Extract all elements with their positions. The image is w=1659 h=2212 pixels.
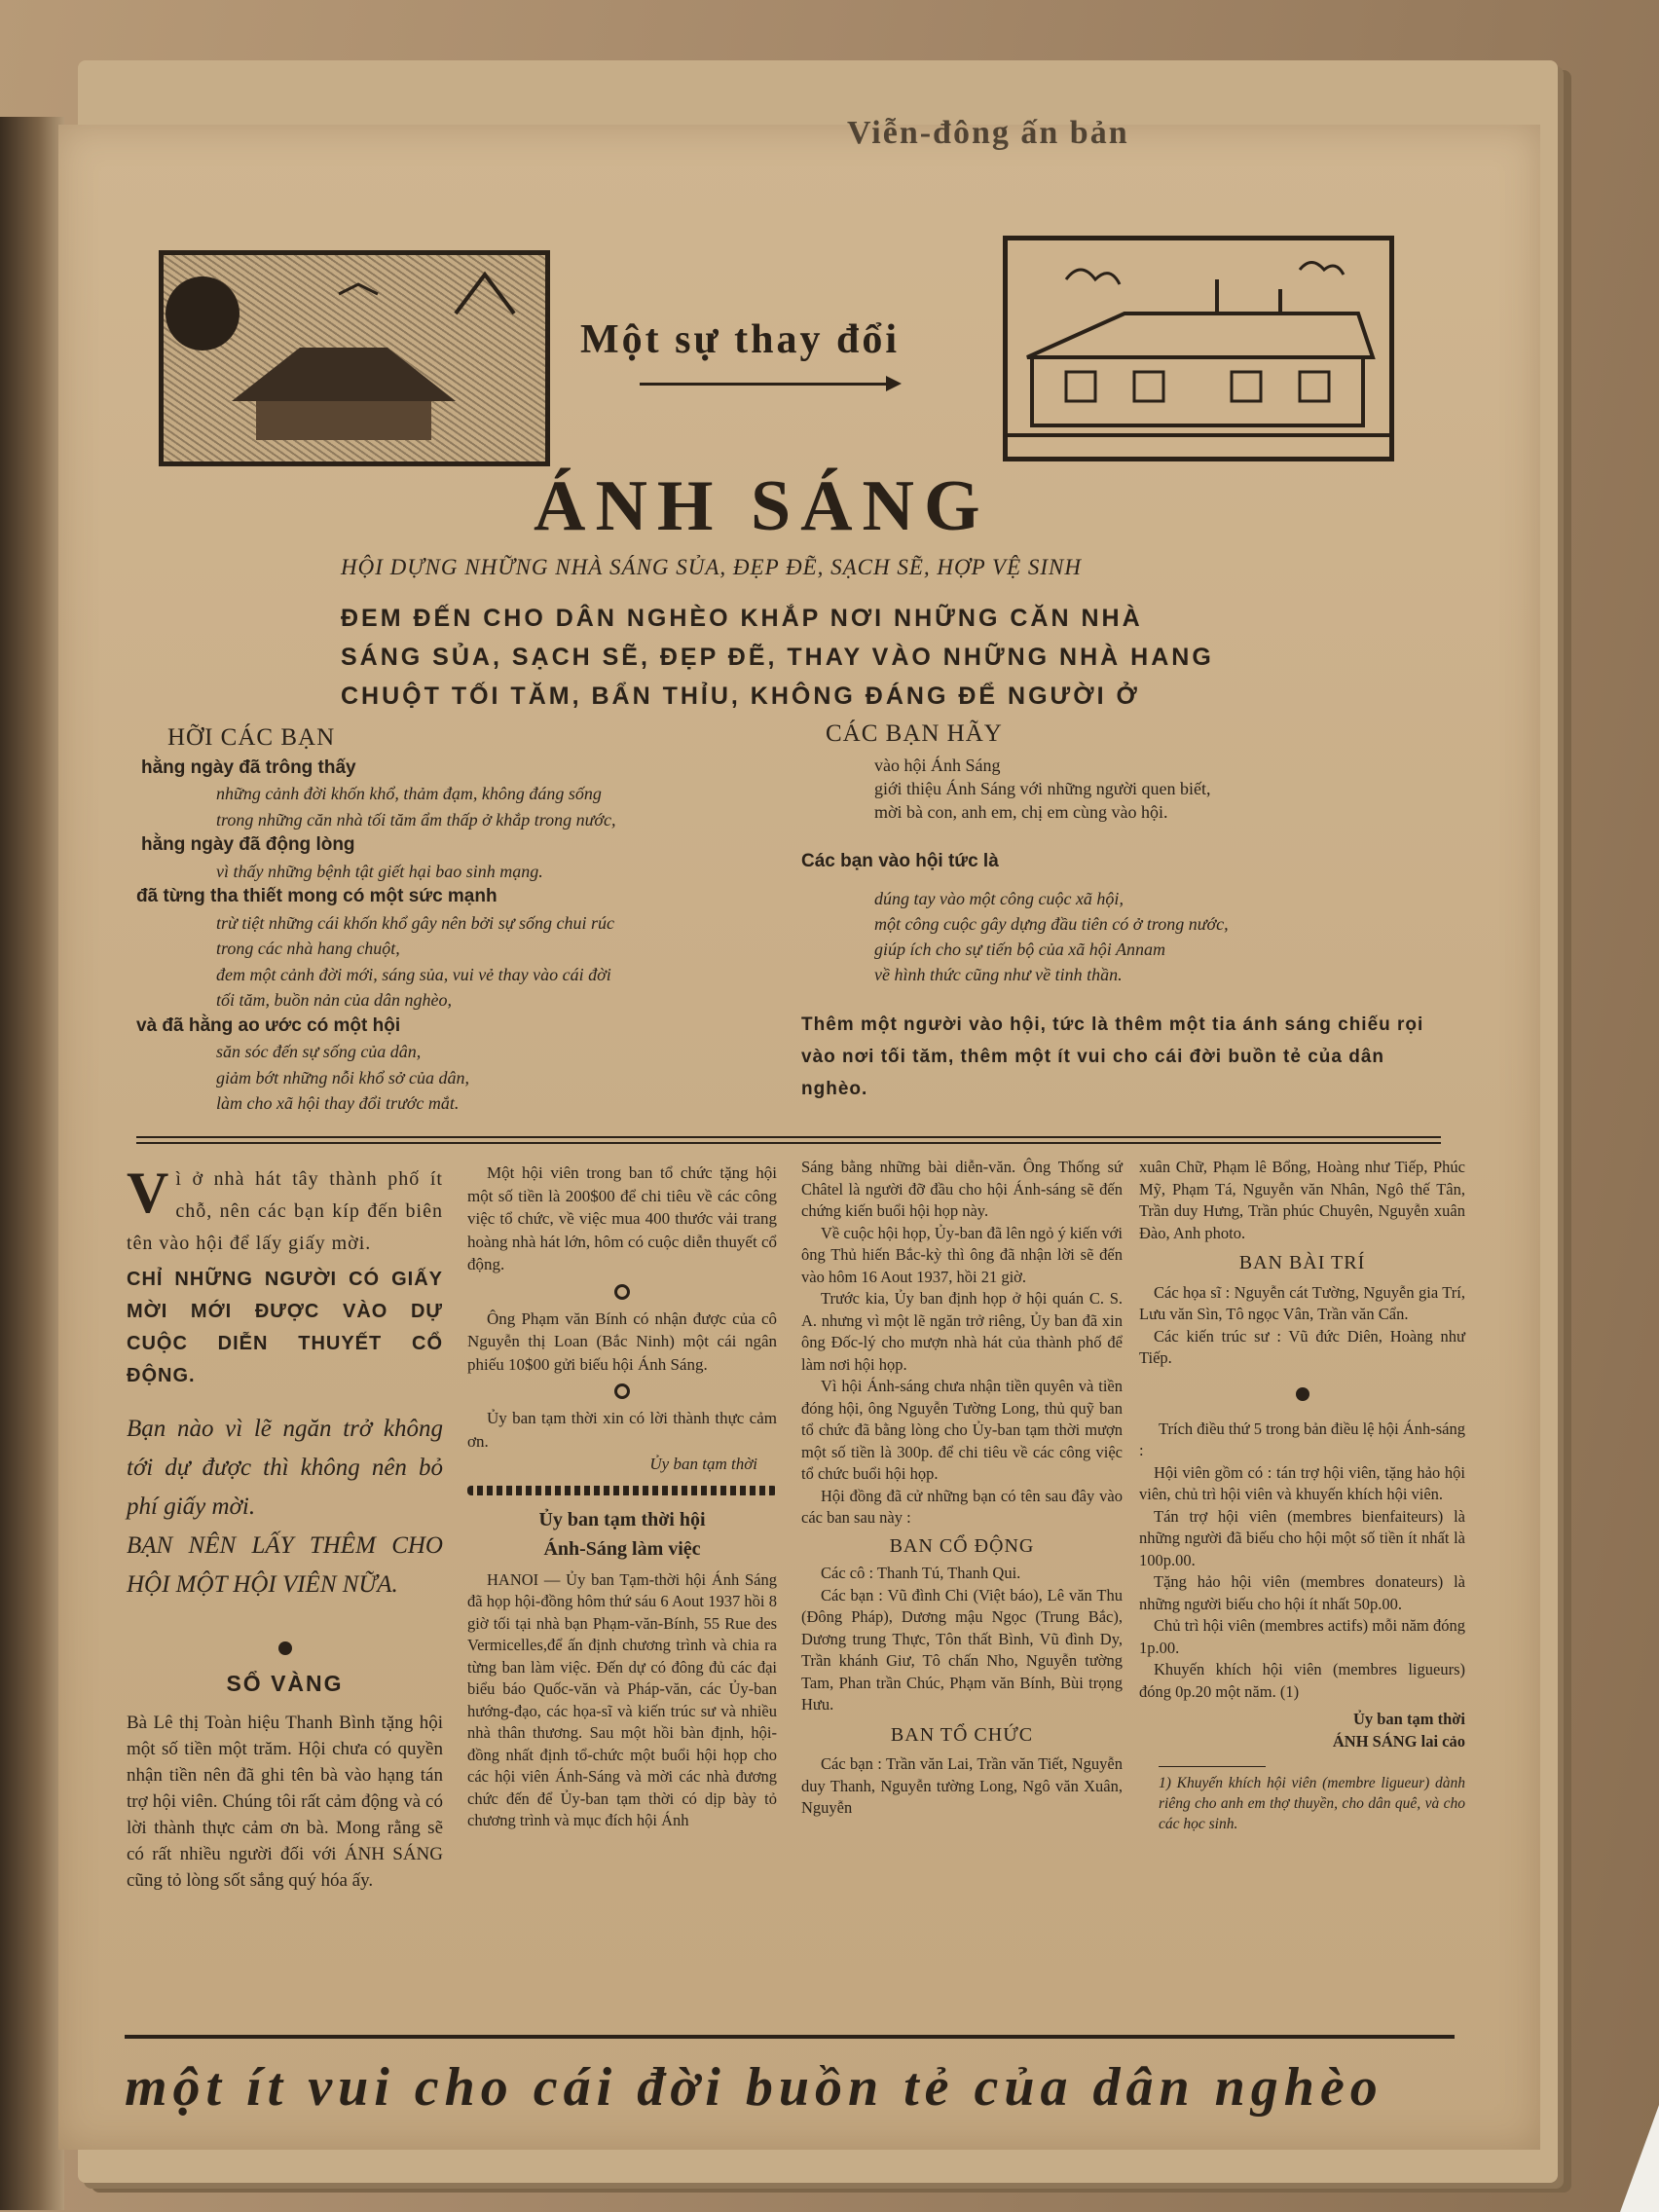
col4-paragraph: Các kiến trúc sư : Vũ đức Diên, Hoàng như Tiếp. xyxy=(1139,1326,1465,1367)
section-divider xyxy=(136,1142,1441,1144)
col2-body: HANOI — Ủy ban Tạm-thời hội Ánh Sáng đã họp hội-đồng hôm thứ sáu 6 Aout 1937 hồi 8 giờ tối tại nhà bạn Phạm-văn-Bính, 55 Rue des Vermicelles,để ấn định chương trình và chia ra từng ban làm việc. Đến dự có đông đủ các đại biểu báo Quốc-văn và Pháp-văn, các Ủy-ban hướng-đạo, các họa-sĩ và kiến trúc sư và nhiều nhà thân thương. Sau một hồi bàn định, hội-đồng nhất định tổ-chức một buổi hội họp cho các hội viên Ánh-Sáng và mời các nhà đương chức đến để Ủy-ban tạm thời có dịp bày tỏ chương trình và mục đích hội Ánh xyxy=(467,1569,777,1829)
old-hut-drawing xyxy=(164,255,545,461)
lede-block xyxy=(341,599,1214,716)
ring-separator xyxy=(614,1284,630,1300)
footer-rule xyxy=(125,2035,1455,2039)
appeal-sub-item: về hình thức cũng như về tinh thần. xyxy=(874,965,1123,984)
col3-paragraph: Các cô : Thanh Tú, Thanh Qui. xyxy=(821,1564,1021,1582)
col4-signature: ÁNH SÁNG lai cảo xyxy=(1332,1731,1465,1751)
col1-section-body: Bà Lê thị Toàn hiệu Thanh Bình tặng hội một số tiền một trăm. Hội chưa có quyền nhận tiền nên đã ghi tên bà vào hạng tán trợ hội viên. Chúng tôi rất cảm động và có lời thành thực cảm ơn bà. Mong rằng sẽ có rất nhiều người đối với ÁNH SÁNG cũng tỏ lòng sốt sắng quý hóa ấy. xyxy=(127,1712,443,1891)
col3-paragraph: Về cuộc hội họp, Ủy-ban đã lên ngỏ ý kiến với ông Thủ hiến Bắc-kỳ thì ông đã nhận lời sẽ đến vào hôm 16 Aout 1937, hồi 21 giờ. xyxy=(801,1223,1123,1286)
appeal-line: trong các nhà hang chuột, xyxy=(216,939,400,958)
ring-separator xyxy=(614,1383,630,1399)
kicker-heading: Một sự thay đổi xyxy=(580,317,901,362)
col4-signature: Ủy ban tạm thời xyxy=(1352,1710,1465,1728)
appeal-item: mời bà con, anh em, chị em cùng vào hội. xyxy=(874,802,1168,822)
left-appeal-heading: HỠI CÁC BẠN xyxy=(167,724,336,751)
appeal-item: giới thiệu Ánh Sáng với những người quen biết, xyxy=(874,779,1211,798)
col1-section-title: SỔ VÀNG xyxy=(226,1671,344,1696)
appeal-line: đã từng tha thiết mong có một sức mạnh xyxy=(136,886,498,906)
footnote-rule xyxy=(1159,1766,1266,1767)
col2-signature: Ủy ban tạm thời xyxy=(649,1455,757,1473)
appeal-line: làm cho xã hội thay đổi trước mắt. xyxy=(216,1093,460,1113)
masthead-title: ÁNH SÁNG xyxy=(534,466,990,546)
appeal-line: tối tăm, buồn nản của dân nghèo, xyxy=(216,990,452,1010)
appeal-sub-item: một công cuộc gây dựng đầu tiên có ở trong nước, xyxy=(874,914,1229,934)
col4-paragraph: Trích điều thứ 5 trong bản điều lệ hội Ánh-sáng : xyxy=(1139,1419,1465,1459)
col3-paragraph: Sáng bằng những bài diễn-văn. Ông Thống sứ Châtel là người đỡ đầu cho hội Ánh-sáng sẽ đến chứng kiến buổi hội họp này. xyxy=(801,1158,1123,1220)
appeal-item: vào hội Ánh Sáng xyxy=(874,756,1001,775)
col2-paragraph: Ủy ban tạm thời xin có lời thành thực cảm ơn. xyxy=(467,1409,777,1451)
appeal-line: hằng ngày đã động lòng xyxy=(141,834,355,855)
col4-paragraph: xuân Chữ, Phạm lê Bổng, Hoàng như Tiếp, Phúc Mỹ, Phạm Tá, Nguyễn văn Nhân, Ngô thế Tân, Trần duy Hưng, Trần phúc Chuyên, Nguyễn xuân Đào, Anh photo. xyxy=(1139,1158,1465,1242)
bullet-dot xyxy=(278,1641,292,1655)
appeal-line: đem một cảnh đời mới, sáng sủa, vui vẻ thay vào cái đời xyxy=(216,964,611,984)
new-house-drawing xyxy=(1008,240,1389,457)
arrow-right-icon xyxy=(640,383,896,386)
appeal-line: và đã hằng ao ước có một hội xyxy=(136,1014,401,1036)
left-appeal xyxy=(136,725,759,1117)
col2-paragraph: Một hội viên trong ban tổ chức tặng hội một số tiền là 200$00 để chi tiêu về các công việc tổ chức, về việc mua 400 thước vải trang hoàng nhà hát lớn, hôm có cuộc diễn thuyết cổ động. xyxy=(467,1163,777,1273)
appeal-line: những cảnh đời khốn khổ, thảm đạm, không đáng sống xyxy=(216,784,602,803)
right-appeal xyxy=(801,720,1444,1105)
col4-paragraph: Các họa sĩ : Nguyễn cát Tường, Nguyễn gia Trí, Lưu văn Sìn, Tô ngọc Vân, Trần văn Cẩn. xyxy=(1139,1282,1465,1323)
col3-paragraph: Các bạn : Vũ đình Chi (Việt báo), Lê văn Thu (Đông Pháp), Dương mậu Ngọc (Trung Bắc), Dương trung Thực, Tôn thất Bình, Vũ đình Dy, Trần khánh Giư, Tô chấn Nho, Nguyễn tường Tam, Phan trần Chúc, Phạm văn Bính, Bùi trọng Hưu. xyxy=(801,1585,1123,1714)
wavy-divider xyxy=(467,1486,777,1495)
col3-paragraph: Hội đồng đã cử những bạn có tên sau đây vào các ban sau này : xyxy=(801,1486,1123,1527)
col3-paragraph: Trước kia, Ủy ban định họp ở hội quán C. S. A. nhưng vì một lẽ ngăn trở riêng, Ủy ban đã xin ông Đốc-lý cho mượn nhà hát của thành phố để làm nơi hội họp. xyxy=(801,1289,1123,1374)
col4-paragraph: Hội viên gồm có : tán trợ hội viên, tặng hảo hội viên, chủ trì hội viên và khuyến khích hội viên. xyxy=(1139,1462,1465,1503)
col1-italic-caps: BẠN NÊN LẤY THÊM CHO HỘI MỘT HỘI VIÊN NỮA. xyxy=(127,1532,443,1598)
binder-spine xyxy=(0,117,64,2210)
col4-footnote: 1) Khuyến khích hội viên (membre ligueur) dành riêng cho anh em thợ thuyền, cho dân quê, và cho các học sinh. xyxy=(1159,1775,1465,1832)
col2-headline: Ánh-Sáng làm việc xyxy=(543,1537,701,1560)
col2-headline: Ủy ban tạm thời hội xyxy=(538,1508,706,1530)
col1-italic-notice: Bạn nào vì lẽ ngăn trở không tới dự được thì không nên bỏ phí giấy mời. xyxy=(127,1416,443,1520)
col4-paragraph: Tặng hảo hội viên (membres donateurs) là những người biếu cho hội ít nhất 50p.00. xyxy=(1139,1572,1465,1613)
col4-paragraph: Chủ trì hội viên (membres actifs) mỗi năm đóng 1p.00. xyxy=(1139,1616,1465,1657)
top-stamp: Viễn-đông ấn bản xyxy=(847,115,1129,151)
col4-subheading: BAN BÀI TRÍ xyxy=(1238,1252,1366,1273)
masthead-subtitle: HỘI DỰNG NHỮNG NHÀ SÁNG SỦA, ĐẸP ĐẼ, SẠCH SẼ, HỢP VỆ SINH xyxy=(341,555,1082,579)
column-1 xyxy=(127,1163,443,1894)
col4-paragraph: Khuyến khích hội viên (membres ligueurs) đóng 0p.20 một năm. (1) xyxy=(1139,1660,1465,1701)
lede-line: SÁNG SỦA, SẠCH SẼ, ĐẸP ĐẼ, THAY VÀO NHỮNG NHÀ HANG xyxy=(341,644,1214,671)
col4-paragraph: Tán trợ hội viên (membres bienfaiteurs) là những người đã biếu cho hội một số tiền ít nhất là 100p.00. xyxy=(1139,1506,1465,1569)
col3-subheading: BAN CỔ ĐỘNG xyxy=(889,1534,1035,1557)
right-appeal-heading: CÁC BẠN HÃY xyxy=(826,720,1003,747)
column-2 xyxy=(467,1161,777,1832)
right-appeal-subheading: Các bạn vào hội tức là xyxy=(801,851,999,871)
col1-caps-notice: CHỈ NHỮNG NGƯỜI CÓ GIẤY MỜI MỚI ĐƯỢC VÀO DỰ CUỘC DIỄN THUYẾT CỔ ĐỘNG. xyxy=(127,1269,443,1386)
column-4 xyxy=(1139,1157,1465,1834)
col3-subheading: BAN TỔ CHỨC xyxy=(890,1723,1034,1746)
footer-slogan: một ít vui cho cái đời buồn tẻ của dân nghèo xyxy=(125,2057,1383,2118)
appeal-line: vì thấy những bệnh tật giết hại bao sinh mạng. xyxy=(216,861,543,881)
right-appeal-closing: Thêm một người vào hội, tức là thêm một tia ánh sáng chiếu rọi vào nơi tối tăm, thêm một ít vui cho cái đời buồn tẻ của dân nghèo. xyxy=(801,1014,1424,1099)
section-divider xyxy=(136,1136,1441,1138)
appeal-line: giảm bớt những nỗi khổ sở của dân, xyxy=(216,1067,470,1088)
col3-paragraph: Các bạn : Trần văn Lai, Trần văn Tiết, Nguyễn duy Thanh, Nguyễn tường Long, Ngô văn Xuân, Nguyễn xyxy=(801,1754,1123,1817)
drop-cap: V xyxy=(127,1161,170,1225)
lede-line: ĐEM ĐẾN CHO DÂN NGHÈO KHẮP NƠI NHỮNG CĂN NHÀ xyxy=(341,605,1143,632)
appeal-line: trừ tiệt những cái khốn khổ gây nên bởi sự sống chui rúc xyxy=(216,912,614,933)
appeal-line: trong những căn nhà tối tăm ẩm thấp ở khắp trong nước, xyxy=(216,809,616,830)
col2-paragraph: Ông Phạm văn Bính có nhận được của cô Nguyễn thị Loan (Bắc Ninh) một cái ngân phiếu 10$00 gửi biếu hội Ánh Sáng. xyxy=(467,1309,777,1374)
woodcut-old-hut-illustration xyxy=(159,250,550,466)
col1-intro: ì ở nhà hát tây thành phố ít chỗ, nên các bạn kíp đến biên tên vào hội để lấy giấy mời. xyxy=(127,1168,443,1254)
woodcut-new-house-illustration xyxy=(1003,236,1394,461)
appeal-line: hằng ngày đã trông thấy xyxy=(141,756,356,778)
lede-line: CHUỘT TỐI TĂM, BẨN THỈU, KHÔNG ĐÁNG ĐỂ NGƯỜI Ở xyxy=(341,682,1140,710)
appeal-sub-item: giúp ích cho sự tiến bộ của xã hội Annam xyxy=(874,940,1165,959)
appeal-line: săn sóc đến sự sống của dân, xyxy=(216,1042,422,1061)
col3-paragraph: Vì hội Ánh-sáng chưa nhận tiền quyên và tiền đóng hội, ông Nguyễn Tường Long, thủ quỹ ban tổ chức đã bằng lòng cho Ủy-ban tạm thời mượn một số tiền là 300p. để chi tiêu về các công việc tổ chức buổi hội họp. xyxy=(801,1377,1123,1483)
appeal-sub-item: dúng tay vào một công cuộc xã hội, xyxy=(874,889,1124,908)
bullet-dot xyxy=(1296,1387,1309,1401)
column-3 xyxy=(801,1157,1123,1820)
